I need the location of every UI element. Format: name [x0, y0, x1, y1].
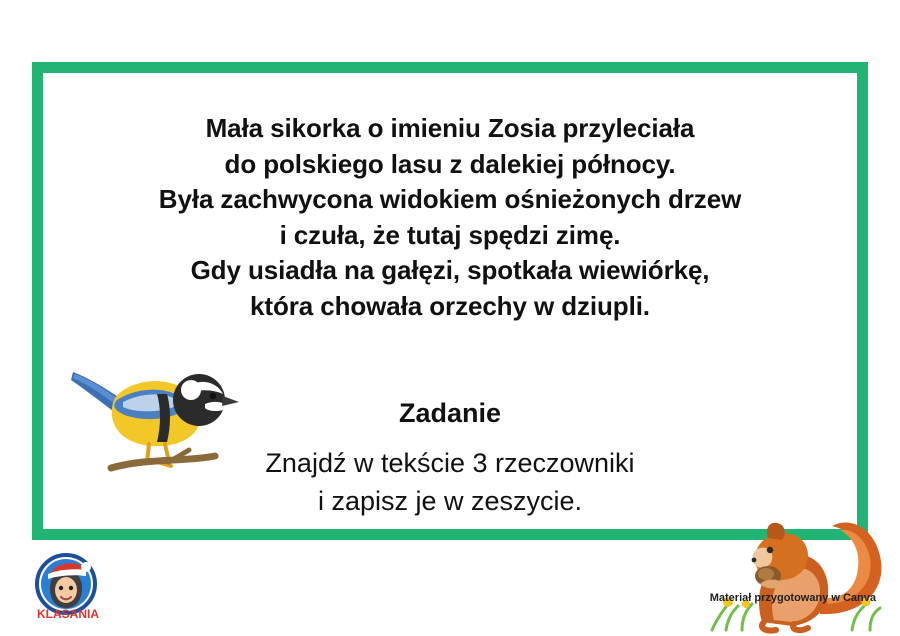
squirrel-with-nut-icon	[702, 504, 892, 634]
task-line: i zapisz je w zeszycie.	[317, 486, 583, 517]
blue-tit-bird-icon	[65, 338, 250, 478]
task-heading: Zadanie	[398, 398, 502, 428]
story-line: Mała sikorka o imieniu Zosia przyleciała	[205, 113, 695, 143]
story-text	[43, 111, 857, 325]
lesson-card	[32, 62, 868, 540]
story-line: do polskiego lasu z dalekiej północy.	[224, 148, 676, 179]
story-line: i czuła, że tutaj spędzi zimę.	[279, 219, 621, 250]
credit-text: Materiał przygotowany w Canva	[709, 592, 876, 604]
task-line: Znajdź w tekście 3 rzeczowniki	[265, 448, 635, 478]
story-line: Gdy usiadła na gałęzi, spotkała wiewiórkę,	[190, 255, 710, 286]
story-line: Była zachwycona widokiem ośnieżonych drzew	[158, 184, 742, 215]
logo-text: KLASANIA	[37, 607, 99, 621]
author-logo[interactable]	[30, 552, 108, 622]
lesson-card-inner	[43, 73, 857, 529]
story-line: która chowała orzechy w dziupli.	[250, 291, 650, 322]
